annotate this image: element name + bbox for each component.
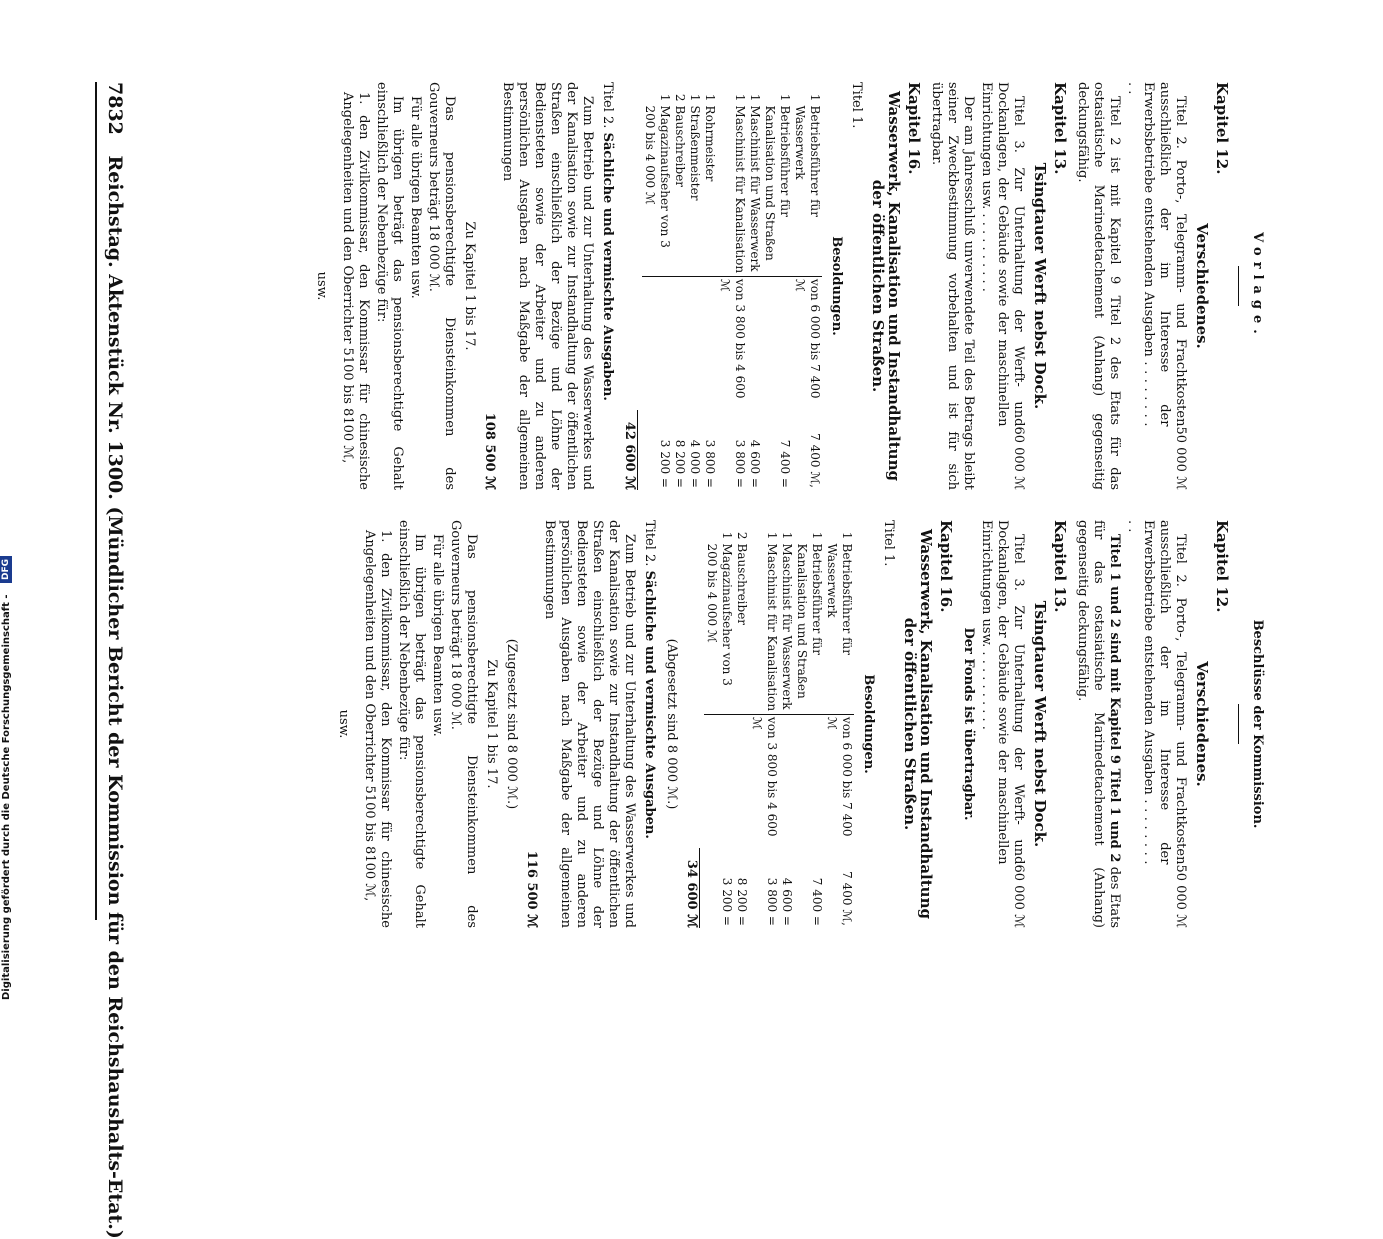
titel-2-label: Titel 2. (642, 520, 657, 567)
table-row (702, 82, 717, 490)
text: des Etats für das ostasiatische Marinedetachement (Anhang) gegenseitig deckungsfähig. (1075, 520, 1122, 929)
position: Bauschreiber (673, 105, 687, 188)
paragraph: Das pensionsberechtigte Diensteinkommen des Gouverneurs beträgt 18 000 ℳ. (426, 82, 457, 490)
kapitel-13-titel-3 (976, 82, 1026, 490)
usw-text: usw. (314, 271, 329, 301)
value: 4 000 = (688, 439, 702, 488)
header-title: Reichstag. Aktenstück Nr. 1300. (Mündlicher Bericht der Kommission für den Reichshaushalts-Etat.) (104, 155, 126, 1239)
kapitel-12-title: Verschiedenes. (1193, 661, 1211, 787)
paragraph: Titel 2 ist mit Kapitel 9 Titel 2 des Etats für das ostasiatische Marinedetachement (Anhang) gegenseitig deckungsfähig. (1075, 82, 1122, 490)
titel-1-label: Titel 1. (881, 520, 896, 567)
count: 1 (780, 531, 794, 540)
digitization-credit (0, 0, 16, 1000)
amount: 50 000 ℳ (1173, 426, 1188, 490)
table-row (747, 82, 762, 490)
salary-range (794, 714, 824, 851)
table-row (687, 82, 702, 490)
salary-range (702, 276, 717, 413)
count: 1 (703, 93, 717, 102)
table-row (734, 520, 749, 928)
kapitel-13-label: Kapitel 13. (1051, 82, 1069, 175)
zugesetzt-note: (Zugesetzt sind 8 000 ℳ.) (504, 638, 519, 810)
position: Bauschreiber (735, 543, 749, 626)
titel-2-amount: 116 500 ℳ (524, 850, 539, 928)
salary-range (747, 276, 762, 413)
amount: 50 000 ℳ (1173, 864, 1188, 928)
credit-text: Digitalisierung gefördert durch die Deutsche Forschungsgemeinschaft - (1, 594, 12, 1000)
besoldungen-heading: Besoldungen. (861, 674, 876, 774)
paragraph (1074, 520, 1122, 928)
titel-2-label: Titel 2. (600, 82, 615, 129)
paragraph: Im übrigen beträgt das pensionsberechtigte Gehalt einschließlich der Nebenbezüge für: (396, 520, 427, 928)
heading-rule (1238, 704, 1239, 744)
kapitel-13-title: Tsingtauer Werft nebst Dock. (1031, 162, 1049, 410)
value: 8 200 = (673, 439, 687, 488)
page-header (99, 82, 126, 1239)
salary-range (779, 714, 794, 851)
titel-2-line (599, 82, 615, 490)
position: Magazinaufseher von 3 200 bis 4 000 ℳ (643, 105, 672, 248)
kapitel-16-label: Kapitel 16. (905, 82, 923, 175)
page-number: 7832 (104, 82, 126, 135)
titel-2-line (641, 520, 657, 928)
salary-range (672, 276, 687, 413)
kapitel-13-titel-3 (976, 520, 1026, 928)
count: 1 (765, 531, 779, 540)
kapitel-13-label: Kapitel 13. (1051, 520, 1069, 613)
paragraph: Das pensionsberechtigte Diensteinkommen des Gouverneurs beträgt 18 000 ℳ. (448, 520, 479, 928)
position: Maschinist für Wasserwerk (780, 543, 794, 710)
column-vorlage (200, 82, 1303, 490)
salary-range (704, 714, 734, 851)
besoldungen-sum: 42 600 ℳ (622, 421, 637, 490)
value: 4 600 = (780, 877, 794, 926)
value: 7 400 ℳ, (840, 871, 854, 926)
kapitel-12-label: Kapitel 12. (1213, 82, 1231, 175)
paragraph: Zum Betrieb und zur Unterhaltung des Wasserwerkes und der Kanalisation sowie zur Instandhaltung der öffentlichen Straßen einschließlich der Bezüge und Löhne der Bediensteten sowie der Arbeiter und zu anderen persönlichen Ausgaben nach Maßgabe der allgemeinen Bestimmungen (542, 520, 637, 928)
sum-rule (699, 848, 700, 928)
salary-range: von 6 000 bis 7 400 ℳ (792, 276, 822, 413)
value: 7 400 = (810, 877, 824, 926)
value: 7 400 ℳ, (808, 433, 822, 488)
kapitel-16-title: Wasserwerk, Kanalisation und Instandhaltung der öffentlichen Straßen. (869, 91, 903, 481)
position: Rohrmeister (703, 105, 717, 182)
table-row (779, 520, 794, 928)
position: Magazinaufseher von 3 200 bis 4 000 ℳ (705, 543, 734, 686)
salary-range: von 6 000 bis 7 400 ℳ (824, 714, 854, 851)
salary-range (642, 276, 672, 413)
value: 3 800 = (765, 877, 779, 926)
value: 3 800 = (733, 439, 747, 488)
table-row (672, 82, 687, 490)
kapitel-12-titel-2 (1122, 520, 1188, 928)
count: 1 (733, 93, 747, 102)
table-row (642, 82, 672, 490)
column-beschluesse (200, 520, 1303, 928)
fonds-note: Der Fonds ist übertragbar. (961, 627, 976, 821)
titel-2-amount: 108 500 ℳ (482, 412, 497, 490)
count: 2 (735, 531, 749, 540)
kapitel-12-label: Kapitel 12. (1213, 520, 1231, 613)
table-row (824, 520, 854, 928)
position: Betriebsführer für Wasserwerk (825, 543, 854, 655)
count: 1 (658, 93, 672, 102)
titel-2-heading: Sächliche und vermischte Ausgaben. (642, 570, 657, 839)
value: 3 200 = (658, 439, 672, 488)
value: 3 800 = (703, 439, 717, 488)
salary-range: von 3 800 bis 4 600 ℳ (717, 276, 747, 413)
count: 1 (688, 93, 702, 102)
salary-range (734, 714, 749, 851)
column-heading: Vorlage. (1250, 232, 1265, 340)
value: 8 200 = (735, 877, 749, 926)
paragraph: Für alle übrigen Beamten usw. (430, 534, 445, 737)
count: 1 (840, 531, 854, 540)
position: Betriebsführer für Kanalisation und Straßen (795, 543, 824, 699)
amount: 60 000 ℳ (1011, 426, 1026, 490)
kapitel-13-title: Tsingtauer Werft nebst Dock. (1031, 600, 1049, 848)
position: Betriebsführer für Wasserwerk (793, 105, 822, 217)
paragraph: Titel 2. Porto-, Telegramm- und Frachtkosten ausschließlich der im Interesse der Erwerbsbetriebe entstehenden Ausgaben . . . . . . . . . . (1125, 520, 1188, 865)
paragraph: Für alle übrigen Beamten usw. (408, 96, 423, 299)
amount: 60 000 ℳ (1011, 864, 1026, 928)
value: 4 600 = (748, 439, 762, 488)
kapitel-16-label: Kapitel 16. (937, 520, 955, 613)
position: Maschinist für Kanalisation (733, 105, 747, 274)
count: 1 (720, 531, 734, 540)
salary-range: von 3 800 bis 4 600 ℳ (749, 714, 779, 851)
position: Maschinist für Kanalisation (765, 543, 779, 712)
position: Betriebsführer für Kanalisation und Straßen (763, 105, 792, 261)
paragraph: Der am Jahresschluß unverwendete Teil des Betrags bleibt seiner Zweckbestimmung vorbehalten und ist für sich übertragbar. (929, 82, 976, 490)
dfg-logo-icon: DFG (0, 556, 12, 583)
table-row (794, 520, 824, 928)
sum-rule (637, 410, 638, 490)
besoldungen-heading: Besoldungen. (829, 236, 844, 336)
table-row (704, 520, 734, 928)
titel-1-label: Titel 1. (849, 82, 864, 129)
paragraph: Titel 2. Porto-, Telegramm- und Frachtkosten ausschließlich der im Interesse der Erwerbsbetriebe entstehenden Ausgaben . . . . . . . . . . (1125, 82, 1188, 427)
column-heading: Beschlüsse der Kommission. (1250, 619, 1265, 829)
paragraph: Im übrigen beträgt das pensionsberechtigte Gehalt einschließlich der Nebenbezüge für: (374, 82, 405, 490)
salary-table (642, 82, 822, 490)
table-row (792, 82, 822, 490)
kapitel-12-title: Verschiedenes. (1193, 223, 1211, 349)
usw-text: usw. (336, 709, 351, 739)
heading-rule (1238, 266, 1239, 306)
value: 7 400 = (778, 439, 792, 488)
position: Straßenmeister (688, 105, 702, 201)
paragraph: Zum Betrieb und zur Unterhaltung des Wasserwerkes und der Kanalisation sowie zur Instandhaltung der öffentlichen Straßen einschließlich der Bezüge und Löhne der Bediensteten sowie der Arbeiter und zu anderen persönlichen Ausgaben nach Maßgabe der allgemeinen Bestimmungen (500, 82, 595, 490)
position: Maschinist für Wasserwerk (748, 105, 762, 272)
paragraph: Titel 3. Zur Unterhaltung der Werft- und Dockanlagen, der Gebäude sowie der maschinellen Einrichtungen usw. . . . . . . . . . . (979, 82, 1026, 427)
abgesetzt-note: (Abgesetzt sind 8 000 ℳ.) (664, 638, 679, 810)
bold-text: Titel 1 und 2 sind mit Kapitel 9 Titel 1 und 2 (1107, 534, 1122, 863)
list-item: 1. den Zivilkommissar, den Kommissar für chinesische Angelegenheiten und den Oberrichter 5100 bis 8100 ℳ, (340, 92, 371, 490)
table-row (762, 82, 792, 490)
count: 1 (778, 93, 792, 102)
zu-kapitel-heading: Zu Kapitel 1 bis 17. (484, 659, 499, 789)
salary-range (687, 276, 702, 413)
header-rule (95, 82, 97, 920)
value: 3 200 = (720, 877, 734, 926)
salary-range (762, 276, 792, 413)
paragraph: Titel 3. Zur Unterhaltung der Werft- und Dockanlagen, der Gebäude sowie der maschinellen Einrichtungen usw. . . . . . . . . . . (979, 520, 1026, 865)
count: 2 (673, 93, 687, 102)
table-row (749, 520, 779, 928)
kapitel-12-titel-2 (1122, 82, 1188, 490)
titel-2-heading: Sächliche und vermischte Ausgaben. (600, 132, 615, 401)
zu-kapitel-heading: Zu Kapitel 1 bis 17. (462, 221, 477, 351)
count: 1 (808, 93, 822, 102)
besoldungen-sum: 34 600 ℳ (684, 859, 699, 928)
list-item: 1. den Zivilkommissar, den Kommissar für chinesische Angelegenheiten und den Oberrichter 5100 bis 8100 ℳ, (362, 530, 393, 928)
kapitel-16-title: Wasserwerk, Kanalisation und Instandhaltung der öffentlichen Straßen. (901, 529, 935, 919)
count: 1 (810, 531, 824, 540)
salary-table (704, 520, 854, 928)
count: 1 (748, 93, 762, 102)
table-row (717, 82, 747, 490)
